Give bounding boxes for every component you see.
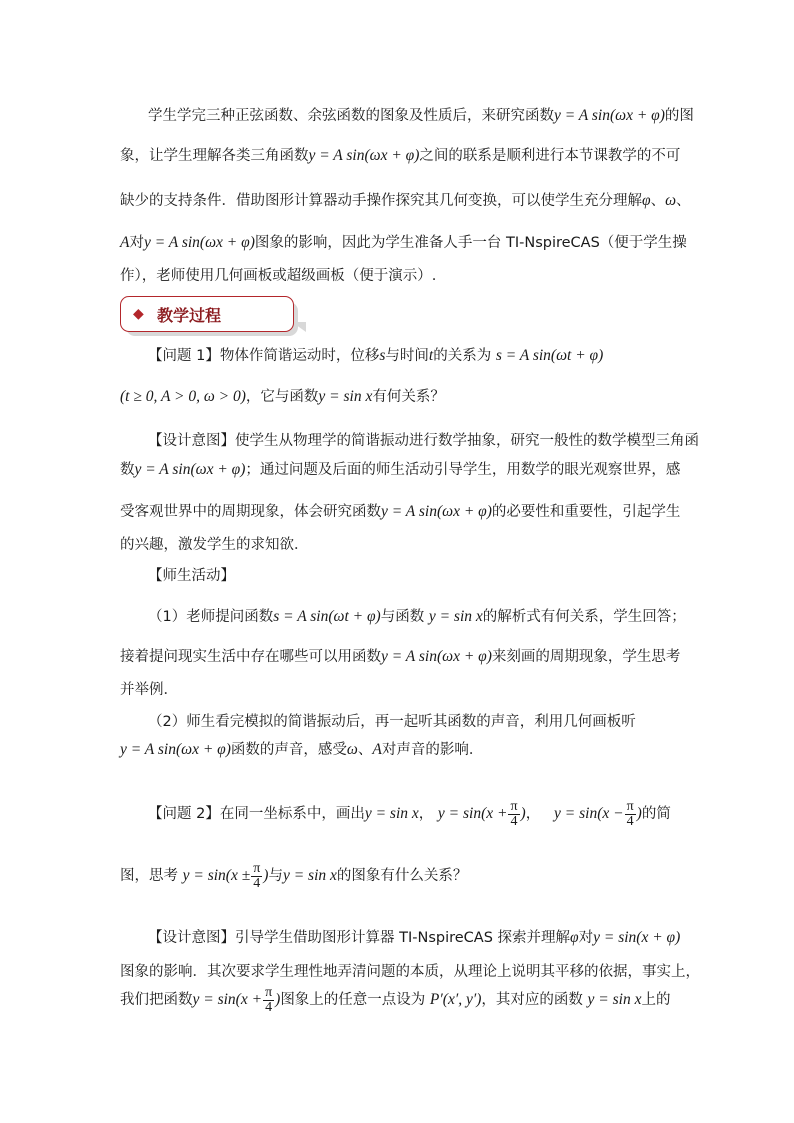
text: 、 bbox=[357, 742, 373, 758]
text: 【师生活动】 bbox=[148, 568, 235, 584]
math-formula: y = A sin(ωx + φ) bbox=[120, 741, 231, 758]
text: 【问题 2】在同一坐标系中，画出 bbox=[148, 806, 365, 822]
activity-1-line-2 bbox=[120, 647, 680, 667]
fraction-denominator: 4 bbox=[263, 1000, 274, 1015]
math-formula: P′(x′, y′) bbox=[429, 991, 482, 1008]
text: 的图象有什么关系？ bbox=[336, 868, 468, 884]
section-heading bbox=[120, 296, 294, 332]
math-formula: y = sin x bbox=[428, 608, 483, 625]
text: 与 bbox=[268, 868, 283, 884]
text: 图象上的任意一点设为 bbox=[280, 992, 426, 1008]
fraction-denominator: 4 bbox=[251, 876, 262, 891]
activity-1-line-3 bbox=[120, 680, 178, 700]
text: 的简 bbox=[641, 806, 671, 822]
text: 【问题 1】物体作简谐运动时，位移 bbox=[148, 348, 380, 364]
math-formula: y = A sin(ωx + φ) bbox=[381, 648, 492, 665]
activity-title bbox=[148, 566, 235, 586]
math-symbol: t bbox=[428, 347, 434, 364]
text: 的兴趣，激发学生的求知欲． bbox=[120, 537, 309, 553]
fraction-numerator: π bbox=[510, 798, 518, 814]
design-1-line-1 bbox=[148, 431, 699, 451]
math-formula: y = sin(x + bbox=[192, 991, 263, 1008]
text: 图象的影响．其次要求学生理性地弄清问题的本质，从理论上说明其平移的依据，事实上， bbox=[120, 964, 700, 980]
math-symbol: A bbox=[372, 741, 382, 758]
text: ；通过问题及后面的师生活动引导学生，用数学的眼光观察世界，感 bbox=[245, 462, 681, 478]
math-paren: ) bbox=[636, 805, 642, 822]
paragraph-1-line-5 bbox=[120, 266, 436, 286]
question-1-line-1 bbox=[148, 346, 603, 366]
math-formula: y = sin(x + bbox=[437, 805, 508, 822]
design-2-line-3 bbox=[120, 982, 670, 1018]
fraction-denominator: 4 bbox=[508, 814, 519, 829]
fraction-numerator: π bbox=[626, 798, 634, 814]
math-formula: y = sin x bbox=[318, 388, 373, 405]
paragraph-1-line-1 bbox=[148, 106, 694, 126]
text: 的必要性和重要性，引起学生 bbox=[491, 504, 681, 520]
text: ，其对应的函数 bbox=[481, 992, 583, 1008]
text: 【设计意图】使学生从物理学的简谐振动进行数学抽象，研究一般性的数学模型三角函 bbox=[148, 433, 699, 449]
text: 并举例． bbox=[120, 682, 178, 698]
math-paren: ) bbox=[520, 805, 526, 822]
paragraph-1-line-4 bbox=[120, 233, 687, 253]
text: 、 bbox=[676, 193, 691, 209]
design-1-line-4 bbox=[120, 535, 309, 555]
math-paren: ) bbox=[275, 991, 281, 1008]
math-formula: s = A sin(ωt + φ) bbox=[495, 347, 604, 364]
math-formula: y = A sin(ωx + φ) bbox=[134, 461, 246, 478]
fraction bbox=[508, 800, 519, 829]
text: 对声音的影响． bbox=[381, 742, 484, 758]
fraction-numerator: π bbox=[253, 860, 261, 876]
diamond-icon: ◆ bbox=[133, 306, 144, 322]
math-formula: y = sin x bbox=[587, 991, 642, 1008]
design-2-line-2 bbox=[120, 962, 700, 982]
activity-2-line-1 bbox=[148, 712, 636, 732]
text: 接着提问现实生活中存在哪些可以用函数 bbox=[120, 649, 381, 665]
text: 作），老师使用几何画板或超级画板（便于演示）. bbox=[120, 268, 437, 284]
fraction bbox=[251, 862, 262, 891]
text: 受客观世界中的周期现象，体会研究函数 bbox=[120, 504, 381, 520]
text: 对 bbox=[129, 235, 144, 251]
design-2-line-1 bbox=[148, 928, 680, 948]
text: 图象的影响，因此为学生准备人手一台 TI-NspireCAS（便于学生操 bbox=[254, 235, 687, 251]
text: 的解析式有何关系，学生回答； bbox=[482, 609, 686, 625]
text: （1）老师提问函数 bbox=[148, 609, 274, 625]
math-formula: (t ≥ 0, A > 0, ω > 0) bbox=[120, 388, 246, 405]
text: ， bbox=[418, 806, 434, 822]
activity-2-line-2 bbox=[120, 740, 483, 760]
heading-tail bbox=[292, 322, 306, 332]
math-symbol: φ bbox=[642, 192, 651, 209]
math-symbol: ω bbox=[346, 741, 358, 758]
design-1-line-3 bbox=[120, 502, 680, 522]
text: ， bbox=[525, 806, 541, 822]
text: 数 bbox=[120, 462, 135, 478]
text: 的图 bbox=[664, 108, 694, 124]
fraction bbox=[263, 986, 274, 1015]
fraction bbox=[625, 800, 636, 829]
text: 、 bbox=[650, 193, 666, 209]
question-2-line-1 bbox=[148, 796, 671, 832]
fraction-denominator: 4 bbox=[625, 814, 636, 829]
text: 图，思考 bbox=[120, 868, 178, 884]
question-2-line-2 bbox=[120, 858, 467, 894]
math-formula: y = A sin(ωx + φ) bbox=[554, 107, 665, 124]
math-symbol: A bbox=[120, 234, 130, 251]
fraction-numerator: π bbox=[265, 984, 273, 1000]
math-symbol: ω bbox=[665, 192, 677, 209]
text: 函数的声音，感受 bbox=[230, 742, 347, 758]
text: 的关系为 bbox=[433, 348, 492, 364]
text: 学生学完三种正弦函数、余弦函数的图象及性质后，来研究函数 bbox=[148, 108, 554, 124]
text: 我们把函数 bbox=[120, 992, 193, 1008]
math-formula: y = sin(x − bbox=[554, 805, 624, 822]
text: 缺少的支持条件．借助图形计算器动手操作探究其几何变换，可以使学生充分理解 bbox=[120, 193, 642, 209]
design-1-line-2 bbox=[120, 460, 680, 480]
math-formula: y = A sin(ωx + φ) bbox=[308, 147, 420, 164]
text: 之间的联系是顺利进行本节课教学的不可 bbox=[419, 148, 681, 164]
math-formula: y = sin(x + φ) bbox=[593, 929, 681, 946]
text: （2）师生看完模拟的简谐振动后，再一起听其函数的声音，利用几何画板听 bbox=[148, 714, 636, 730]
text: 与时间 bbox=[385, 348, 429, 364]
math-formula: y = sin(x ± bbox=[182, 867, 251, 884]
math-formula: y = A sin(ωx + φ) bbox=[381, 503, 492, 520]
question-1-line-2 bbox=[120, 387, 445, 407]
math-paren: ) bbox=[263, 867, 269, 884]
text: 有何关系？ bbox=[372, 389, 445, 405]
math-formula: y = sin x bbox=[364, 805, 419, 822]
text: 与函数 bbox=[380, 609, 425, 625]
text: 上的 bbox=[641, 992, 671, 1008]
text: 来刻画的周期现象，学生思考 bbox=[491, 649, 681, 665]
math-symbol: φ bbox=[570, 929, 579, 946]
section-heading-title: 教学过程 bbox=[157, 306, 222, 325]
math-symbol: s bbox=[379, 347, 386, 364]
activity-1-line-1 bbox=[148, 607, 686, 627]
paragraph-1-line-2 bbox=[120, 146, 680, 166]
math-formula: s = A sin(ωt + φ) bbox=[273, 608, 381, 625]
text: 【设计意图】引导学生借助图形计算器 TI-NspireCAS 探索并理解 bbox=[148, 930, 571, 946]
text: 对 bbox=[578, 930, 594, 946]
paragraph-1-line-3 bbox=[120, 191, 691, 211]
text: 象，让学生理解各类三角函数 bbox=[120, 148, 309, 164]
math-formula: y = A sin(ωx + φ) bbox=[143, 234, 255, 251]
math-formula: y = sin x bbox=[282, 867, 337, 884]
text: ，它与函数 bbox=[245, 389, 319, 405]
